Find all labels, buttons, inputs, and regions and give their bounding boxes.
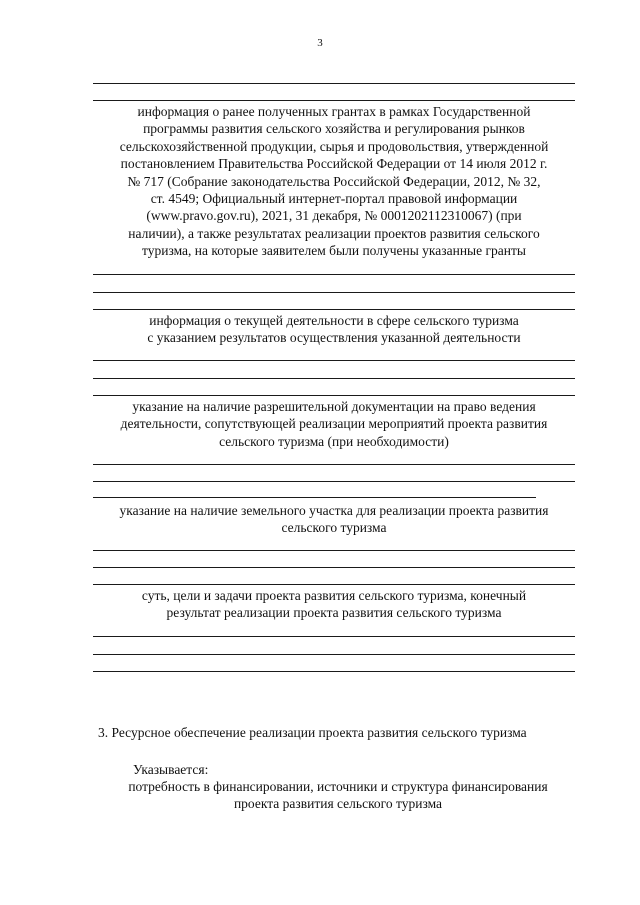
- permits-caption: [93, 398, 575, 450]
- blank-line: [93, 481, 575, 482]
- blank-line: [93, 83, 575, 84]
- current-activity-caption: [93, 312, 575, 347]
- blank-line: [93, 654, 575, 655]
- blank-line: [93, 292, 575, 293]
- caption-line: постановлением Правительства Российской Федерации от 14 июля 2012 г.: [120, 156, 548, 172]
- blank-line: [93, 360, 575, 361]
- caption-line: программы развития сельского хозяйства и регулирования рынков: [143, 121, 525, 137]
- caption-line: (www.pravo.gov.ru), 2021, 31 декабря, № 0001202112310067) (при: [146, 208, 522, 224]
- blank-line: [93, 584, 575, 585]
- blank-line: [93, 567, 575, 568]
- blank-line: [93, 100, 575, 101]
- caption-line: № 717 (Собрание законодательства Российской Федерации, 2012, № 32,: [127, 173, 541, 189]
- caption-line: проекта развития сельского туризма: [233, 796, 443, 812]
- grants-info-caption: [93, 103, 575, 260]
- caption-line: с указанием результатов осуществления указанной деятельности: [147, 330, 521, 346]
- blank-line: [93, 395, 575, 396]
- blank-line: [93, 550, 575, 551]
- blank-line: [93, 274, 575, 275]
- caption-line: потребность в финансировании, источники и структура финансирования: [128, 779, 548, 794]
- caption-line: сельского туризма (при необходимости): [219, 433, 449, 449]
- blank-line: [93, 497, 536, 498]
- caption-line: сельского туризма: [281, 520, 387, 536]
- financing-caption: [93, 778, 583, 813]
- land-plot-caption: [93, 502, 575, 537]
- caption-line: информация о текущей деятельности в сфере сельского туризма: [149, 313, 519, 328]
- caption-line: туризма, на которые заявителем были получены указанные гранты: [142, 243, 526, 259]
- caption-line: результат реализации проекта развития сельского туризма: [166, 605, 502, 621]
- caption-line: наличии), а также результатах реализации проектов развития сельского: [128, 225, 540, 241]
- page-number: 3: [317, 37, 323, 49]
- indicates-label: Указывается:: [133, 762, 209, 777]
- short-dash-line: [93, 671, 117, 672]
- caption-line: информация о ранее полученных грантах в рамках Государственной: [137, 104, 531, 119]
- caption-line: указание на наличие земельного участка для реализации проекта развития: [119, 503, 549, 518]
- caption-line: ст. 4549; Официальный интернет-портал правовой информации: [150, 191, 518, 207]
- caption-line: суть, цели и задачи проекта развития сельского туризма, конечный: [141, 588, 527, 603]
- blank-line: [93, 636, 575, 637]
- blank-line: [93, 309, 575, 310]
- blank-line: [93, 378, 575, 379]
- project-goals-caption: [93, 587, 575, 622]
- section-heading: 3. Ресурсное обеспечение реализации проекта развития сельского туризма: [98, 725, 527, 740]
- caption-line: сельскохозяйственной продукции, сырья и продовольствия, утвержденной: [119, 138, 549, 154]
- blank-line: [93, 464, 575, 465]
- caption-line: деятельности, сопутствующей реализации мероприятий проекта развития: [120, 416, 548, 432]
- blank-line: [93, 671, 575, 672]
- caption-line: указание на наличие разрешительной документации на право ведения: [132, 399, 536, 414]
